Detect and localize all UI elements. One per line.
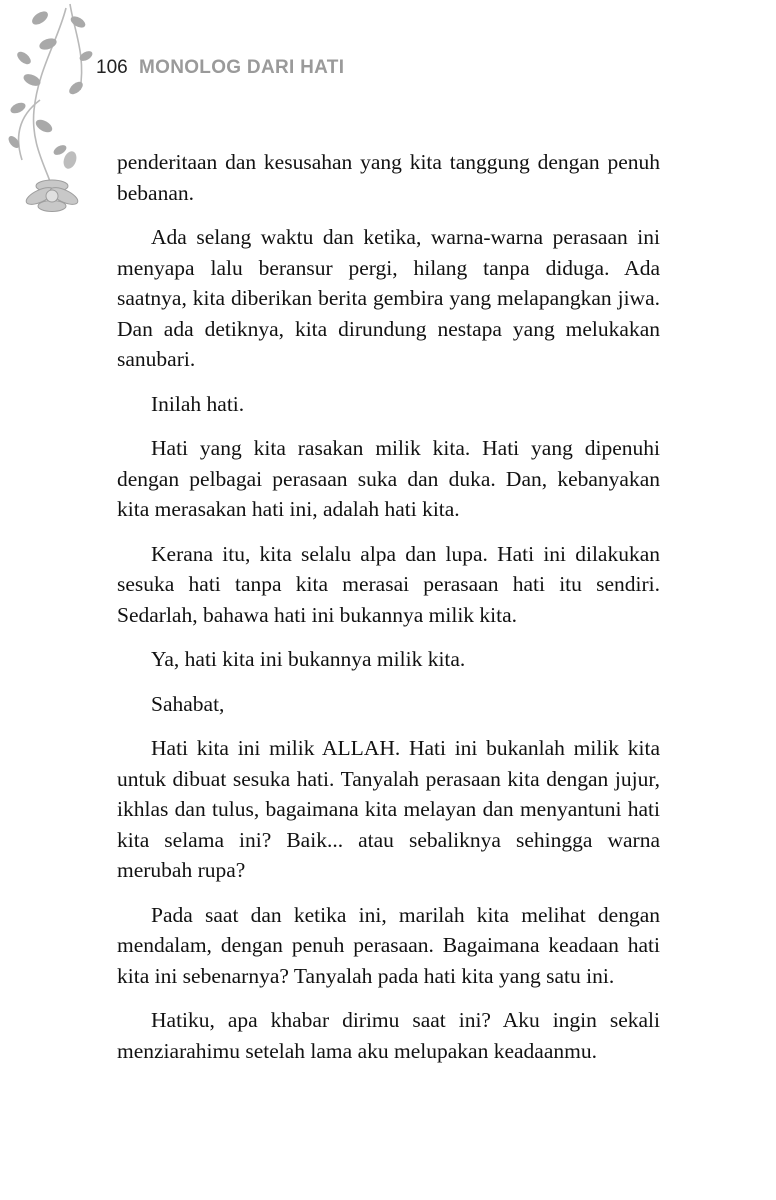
paragraph: Pada saat dan ketika ini, marilah kita melihat dengan mendalam, dengan penuh perasaan. Bagaimana keadaan hati kita ini sebenarnya? Tanyalah pada hati kita yang satu ini. — [117, 902, 660, 988]
paragraph: Kerana itu, kita selalu alpa dan lupa. Hati ini dilakukan sesuka hati tanpa kita merasai perasaan hati itu sendiri. Sedarlah, bahawa hati ini bukannya milik kita. — [117, 541, 660, 627]
floral-vine-ornament-icon — [0, 0, 110, 240]
paragraph: Hati kita ini milik ALLAH. Hati ini bukanlah milik kita untuk dibuat sesuka hati. Tanyalah perasaan kita dengan jujur, ikhlas dan tulus, bagaimana kita melayan dan menyantuni hati kita selama ini? Baik... atau sebaliknya sehingga warna merubah rupa? — [117, 736, 660, 882]
paragraph: Hatiku, apa khabar dirimu saat ini? Aku ingin sekali menziarahimu setelah lama aku melupakan keadaanmu. — [117, 1008, 660, 1063]
paragraph: Ada selang waktu dan ketika, warna-warna perasaan ini menyapa lalu beransur pergi, hilang tanpa diduga. Ada saatnya, kita diberikan berita gembira yang melapangkan jiwa. Dan ada detiknya, kita dirundung nestapa yang melukakan sanubari. — [117, 225, 660, 371]
paragraph: Sahabat, — [151, 691, 225, 716]
paragraph: Hati yang kita rasakan milik kita. Hati yang dipenuhi dengan pelbagai perasaan suka dan duka. Dan, kebanyakan kita merasakan hati ini, adalah hati kita. — [117, 436, 660, 521]
paragraph: penderitaan dan kesusahan yang kita tanggung dengan penuh bebanan. — [117, 150, 660, 205]
running-title: MONOLOG DARI HATI — [138, 57, 345, 78]
paragraph: Inilah hati. — [151, 391, 245, 416]
paragraph: Ya, hati kita ini bukannya milik kita. — [151, 647, 466, 671]
page-number: 106 — [96, 57, 128, 78]
body-text — [117, 147, 660, 1080]
running-header — [96, 56, 344, 80]
